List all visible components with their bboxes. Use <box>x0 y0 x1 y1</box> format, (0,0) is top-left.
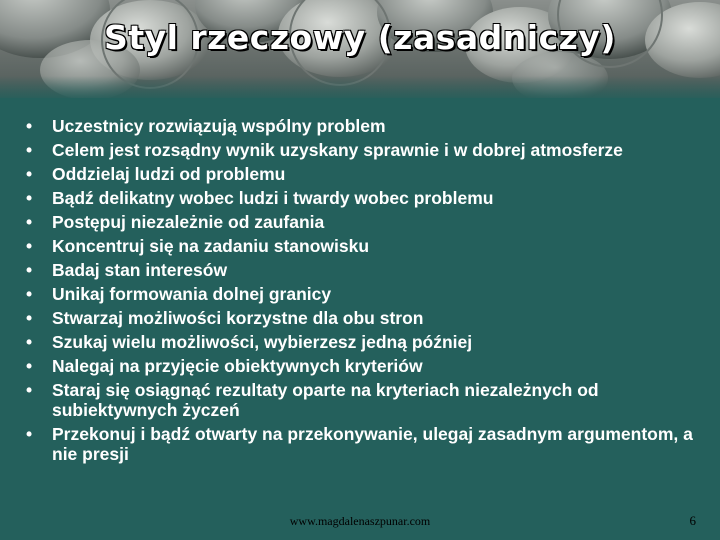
bullet-text: Szukaj wielu możliwości, wybierzesz jedną później <box>52 332 473 352</box>
bullet-text: Staraj się osiągnąć rezultaty oparte na kryteriach niezależnych od subiektywnych życzeń <box>52 380 599 420</box>
bullet-text: Uczestnicy rozwiązują wspólny problem <box>52 116 386 136</box>
bullet-item <box>24 140 694 160</box>
bullet-item <box>24 212 694 232</box>
bullet-item <box>24 308 694 328</box>
bullet-item <box>24 164 694 184</box>
bullet-marker: • <box>26 332 33 352</box>
bullet-text: Przekonuj i bądź otwarty na przekonywanie, ulegaj zasadnym argumentom, a nie presji <box>52 424 693 464</box>
bullet-item <box>24 284 694 304</box>
bullet-marker: • <box>26 260 33 280</box>
bullet-marker: • <box>26 116 33 136</box>
slide-title: Styl rzeczowy (zasadniczy) <box>104 18 616 57</box>
bullet-marker: • <box>26 212 33 232</box>
bullet-item <box>24 380 694 420</box>
bullet-item <box>24 424 694 464</box>
footer-url: www.magdalenaszpunar.com <box>289 514 431 528</box>
bullet-text: Koncentruj się na zadaniu stanowisku <box>52 236 370 256</box>
bullet-item <box>24 332 694 352</box>
bullet-item <box>24 260 694 280</box>
bullet-text: Stwarzaj możliwości korzystne dla obu stron <box>52 308 424 328</box>
bullet-text: Celem jest rozsądny wynik uzyskany sprawnie i w dobrej atmosferze <box>52 140 623 160</box>
bullet-list <box>24 116 694 468</box>
bullet-marker: • <box>26 308 33 328</box>
bullet-marker: • <box>26 140 33 160</box>
page-number: 6 <box>689 513 696 528</box>
bullet-text: Oddzielaj ludzi od problemu <box>52 164 286 184</box>
bullet-item <box>24 356 694 376</box>
bullet-marker: • <box>26 424 33 444</box>
bullet-item <box>24 116 694 136</box>
bullet-marker: • <box>26 236 33 256</box>
bullet-marker: • <box>26 356 33 376</box>
bullet-item <box>24 236 694 256</box>
bullet-text: Bądź delikatny wobec ludzi i twardy wobec problemu <box>52 188 494 208</box>
bullet-text: Postępuj niezależnie od zaufania <box>52 212 325 232</box>
bullet-text: Unikaj formowania dolnej granicy <box>52 284 332 304</box>
bullet-text: Nalegaj na przyjęcie obiektywnych kryteriów <box>52 356 423 376</box>
bullet-marker: • <box>26 284 33 304</box>
bullet-marker: • <box>26 188 33 208</box>
bullet-item <box>24 188 694 208</box>
bullet-marker: • <box>26 164 33 184</box>
bullet-marker: • <box>26 380 33 400</box>
bullet-text: Badaj stan interesów <box>52 260 228 280</box>
